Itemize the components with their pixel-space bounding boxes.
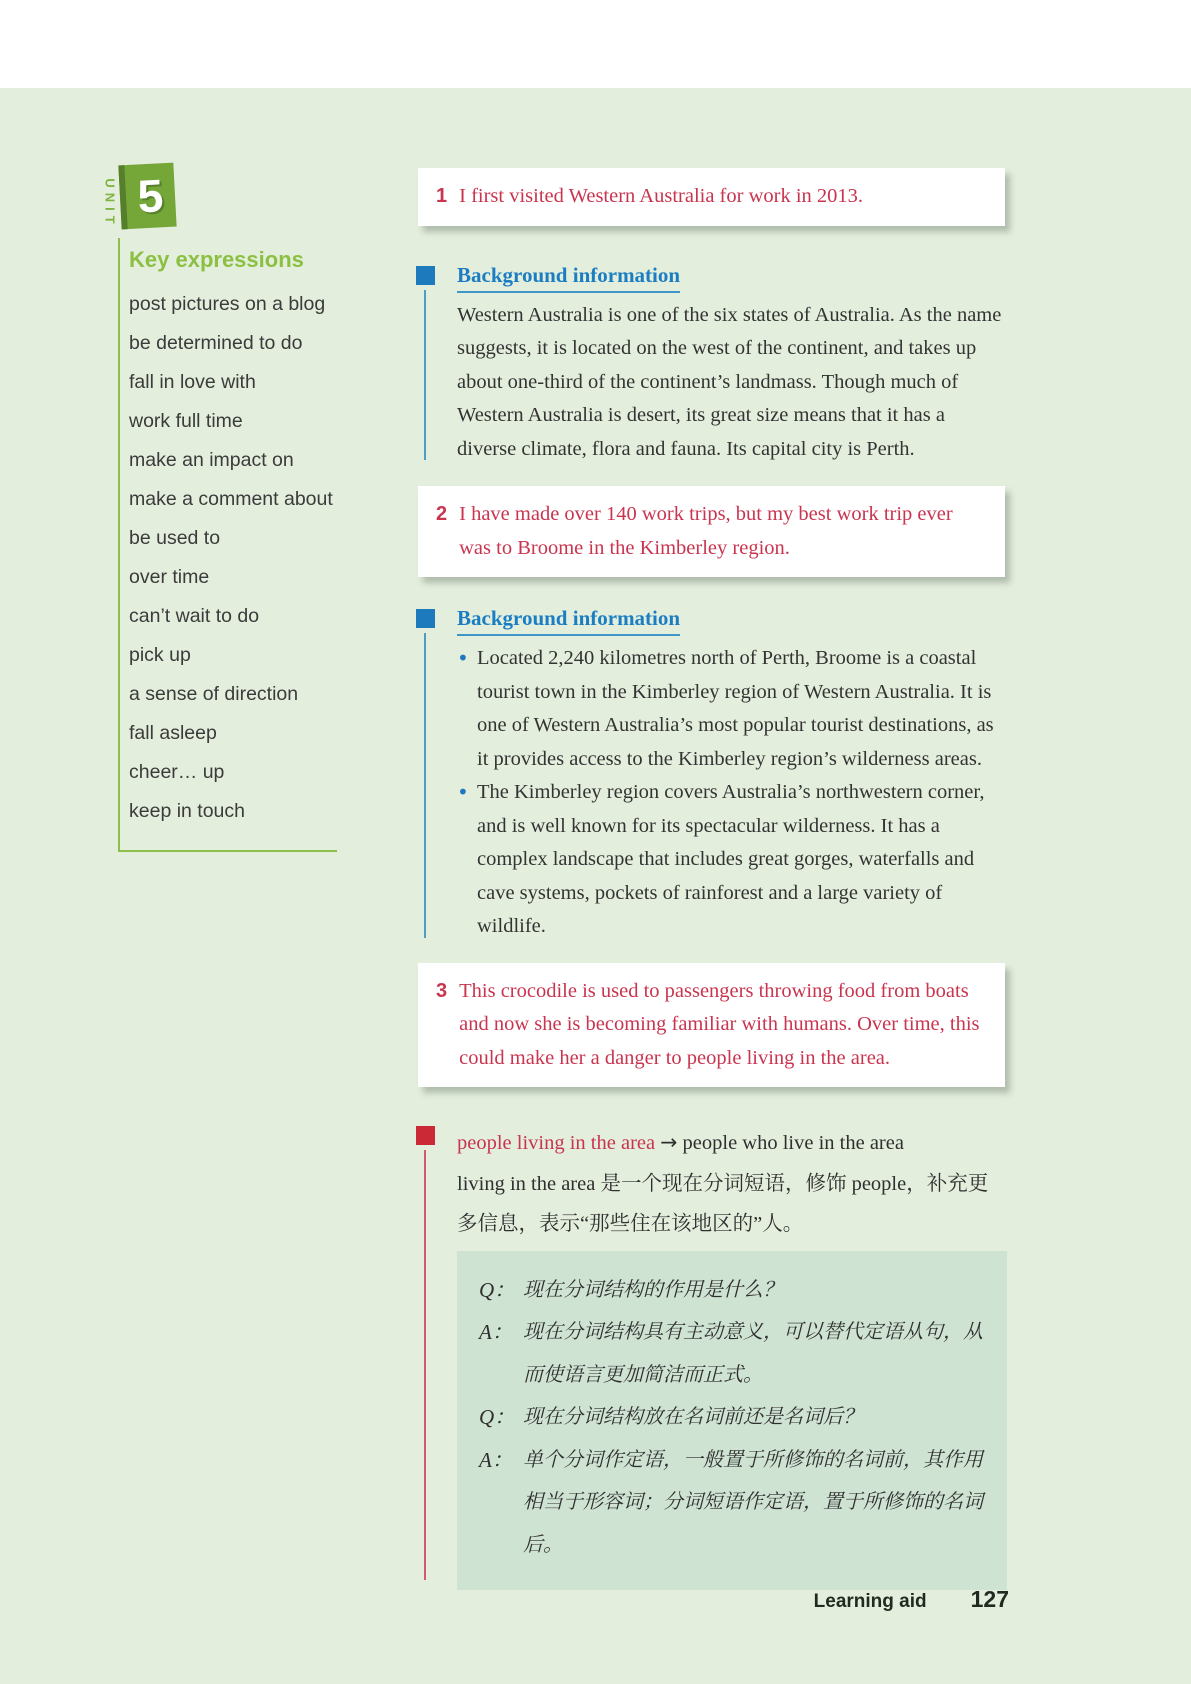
key-expressions-list — [129, 285, 337, 831]
explanation-section — [418, 1122, 1005, 1590]
qa-prefix: A： — [479, 1320, 513, 1344]
background-heading: Background information — [457, 262, 680, 293]
sentence-box-2 — [418, 486, 1005, 577]
bullet-text: Located 2,240 kilometres north of Perth, Broome is a coastal tourist town in the Kimberley region of Western Australia. It is one of Western Australia’s most popular tourist destinations, as it provides access to the Kimberley region’s wilderness areas. — [477, 647, 994, 770]
sentence-box-3 — [418, 963, 1005, 1088]
qa-item — [479, 1396, 985, 1439]
top-white-band — [0, 0, 1191, 88]
background-bullet-list — [457, 642, 1005, 944]
key-expressions-panel — [118, 238, 337, 852]
section-marker-icon — [416, 609, 435, 628]
list-item: be determined to do — [129, 332, 303, 354]
list-item: can’t wait to do — [129, 605, 260, 627]
qa-prefix: Q： — [479, 1277, 516, 1302]
qa-prefix: Q： — [479, 1405, 516, 1429]
unit-number: 5 — [136, 169, 165, 223]
arrow-icon: → — [660, 1130, 678, 1154]
explanation-note: living in the area 是一个现在分词短语，修饰 people，补充更多信息，表示“那些住在该地区的”人。 — [457, 1172, 989, 1235]
qa-item — [479, 1269, 985, 1312]
bullet-icon: • — [457, 780, 469, 804]
page-number: 127 — [970, 1586, 1009, 1612]
list-item: cheer… up — [129, 761, 225, 783]
sentence-number: 2 — [436, 503, 448, 525]
sentence-text: I first visited Western Australia for work in 2013. — [459, 185, 864, 207]
list-item: make an impact on — [129, 449, 294, 471]
explanation-phrase-line — [457, 1122, 1005, 1164]
list-item: pick up — [129, 644, 191, 666]
main-content — [418, 168, 1005, 1590]
list-item: make a comment about — [129, 488, 333, 510]
key-expressions-title: Key expressions — [129, 247, 304, 272]
background-heading: Background information — [457, 605, 680, 636]
list-item: post pictures on a blog — [129, 293, 326, 315]
qa-item — [479, 1311, 985, 1396]
qa-text: 现在分词结构放在名词前还是名词后？ — [523, 1406, 863, 1428]
section-marker-icon — [416, 266, 435, 285]
bullet-icon: • — [457, 646, 469, 670]
list-item: over time — [129, 566, 210, 588]
background-section-1 — [418, 262, 1005, 467]
bullet-item — [457, 642, 1005, 776]
qa-text: 单个分词作定语，一般置于所修饰的名词前，其作用相当于形容词；分词短语作定语，置于所修饰的名词后。 — [523, 1448, 983, 1556]
sentence-number: 3 — [436, 979, 448, 1002]
qa-item — [479, 1439, 985, 1567]
unit-label: UNIT — [102, 178, 118, 229]
list-item: work full time — [129, 410, 243, 432]
list-item: fall in love with — [129, 371, 256, 393]
qa-text: 现在分词结构的作用是什么？ — [523, 1278, 783, 1301]
phrase-rewritten: people who live in the area — [682, 1132, 904, 1154]
unit-number-badge — [118, 163, 176, 230]
background-paragraph: Western Australia is one of the six states of Australia. As the name suggests, it is located on the west of the continent, and takes up about one-third of the continent’s landmass. Though much of Western Australia is desert, its great size means that it has a diverse climate, flora and fauna. Its capital city is Perth. — [457, 303, 1002, 460]
qa-prefix: A： — [479, 1447, 513, 1472]
qa-text: 现在分词结构具有主动意义，可以替代定语从句，从而使语言更加简洁而正式。 — [523, 1321, 983, 1386]
note-rule — [424, 1150, 426, 1580]
footer-section-label: Learning aid — [813, 1591, 927, 1612]
list-item: keep in touch — [129, 800, 246, 822]
background-section-2 — [418, 605, 1005, 944]
bullet-item — [457, 776, 1005, 944]
list-item: fall asleep — [129, 722, 217, 744]
sentence-number: 1 — [436, 185, 448, 207]
qa-box — [457, 1251, 1007, 1591]
list-item: a sense of direction — [129, 683, 299, 705]
note-marker-icon — [416, 1126, 435, 1145]
list-item: be used to — [129, 527, 221, 549]
sentence-box-1 — [418, 168, 1005, 226]
section-rule — [424, 633, 426, 938]
page-footer — [814, 1586, 1009, 1613]
sentence-text: This crocodile is used to passengers throwing food from boats and now she is becoming familiar with humans. Over time, this could make her a danger to people living in the area. — [459, 979, 980, 1069]
sentence-text: I have made over 140 work trips, but my best work trip ever was to Broome in the Kimberley region. — [459, 503, 953, 559]
bullet-text: The Kimberley region covers Australia’s northwestern corner, and is well known for its spectacular wilderness. It has a complex landscape that includes great gorges, waterfalls and cave systems, pockets of rainforest and a large variety of wildlife. — [477, 781, 985, 937]
section-rule — [424, 290, 426, 461]
phrase-original: people living in the area — [457, 1132, 656, 1154]
